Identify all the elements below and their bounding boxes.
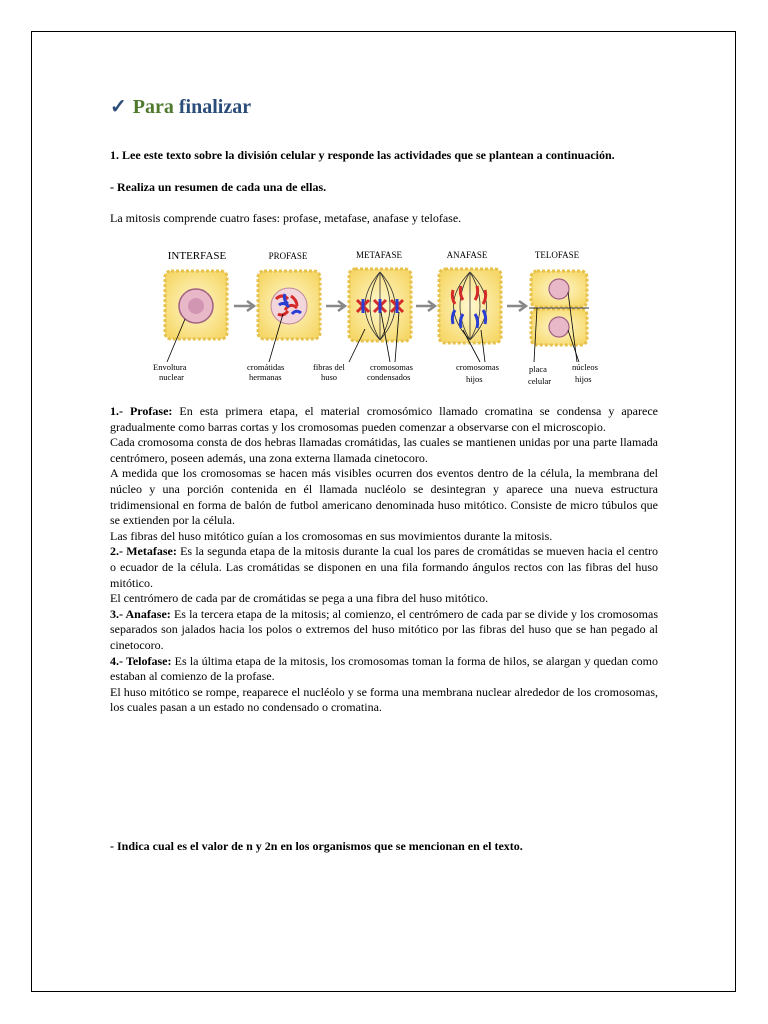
phase-label-anafase: ANAFASE: [446, 250, 488, 260]
phase-label-metafase: METAFASE: [355, 250, 403, 260]
arrow-icon: [416, 301, 435, 311]
label-fibras: fibras del: [313, 362, 345, 372]
label-placa: placa: [529, 364, 547, 374]
telofase-text: Es la última etapa de la mitosis, los cromosomas toman la forma de hilos, se alargan y quedan como estaban al comienzo de la profase.: [110, 653, 658, 684]
profase-paragraph-4: Las fibras del huso mitótico guían a los cromosomas en sus movimientos durante la mitosis.: [110, 528, 553, 543]
arrow-icon: [326, 301, 345, 311]
label-nucleos: núcleos: [572, 362, 598, 372]
question-1-subtask: - Realiza un resumen de cada una de ellas.: [110, 180, 327, 194]
label-cromosomas-cond: cromosomas: [370, 362, 413, 372]
metafase-title: 2.- Metafase:: [110, 544, 177, 559]
interfase-cell: [165, 271, 227, 339]
anafase-title: 3.- Anafase:: [110, 606, 171, 621]
page-title: [110, 94, 251, 119]
label-envoltura: Envoltura: [153, 362, 187, 372]
profase-title: 1.- Profase:: [110, 404, 173, 418]
metafase-cell: [349, 269, 411, 341]
label-hijos: hijos: [466, 374, 483, 384]
label-nuclear: nuclear: [159, 372, 185, 382]
label-celular: celular: [528, 376, 552, 386]
telofase-paragraph-2: El huso mitótico se rompe, reaparece el nucléolo y se forma una membrana nuclear alrededor de los cromosomas, los cuales pasan a un estado no condensado o cromatina.: [110, 684, 658, 715]
anafase-text: Es la tercera etapa de la mitosis; al comienzo, el centrómero de cada par se divide y los cromosomas separados son jalados hacia los polos o extremos del huso mitótico por las fibras del huso que se han pegado al cinetocoro.: [110, 606, 658, 652]
label-cromatidas: cromátidas: [247, 362, 285, 372]
telofase-cell: [529, 271, 589, 345]
label-condensados: condensados: [367, 372, 411, 382]
profase-cell: [258, 271, 320, 339]
profase-paragraph: [110, 404, 658, 435]
title-word-finalizar: finalizar: [178, 96, 252, 118]
title-word-para: Para: [132, 96, 174, 118]
intro-paragraph: La mitosis comprende cuatro fases: profase, metafase, anafase y telofase.: [110, 211, 462, 225]
label-nucleos-hijos: hijos: [575, 374, 592, 384]
arrow-icon: [234, 301, 254, 311]
phase-label-profase: PROFASE: [268, 251, 308, 261]
checkmark-icon: ✓: [110, 96, 127, 118]
phase-label-telofase: TELOFASE: [534, 250, 580, 260]
profase-paragraph-2: Cada cromosoma consta de dos hebras llamadas cromátidas, las cuales se mantienen unidas por una parte llamada centrómero, poseen además, una zona externa llamada cinetocoro.: [110, 435, 658, 465]
label-huso: huso: [321, 372, 338, 382]
profase-paragraph-3: A medida que los cromosomas se hacen más visibles ocurren dos eventos dentro de la célula, la membrana del núcleo y una porción contenida en él llamada nucléolo se desintegran y aparece una nueva estructura tridimensional en forma de balón de futbol americano denominada huso mitótico. Consiste de micro túbulos que se extienden por la célula.: [110, 466, 658, 528]
metafase-paragraph-2: El centrómero de cada par de cromátidas se pega a una fibra del huso mitótico.: [110, 591, 489, 606]
metafase-text: Es la segunda etapa de la mitosis durante la cual los pares de cromátidas se mueven hacia el centro o ecuador de la célula. Las cromátidas se disponen en una fila formando ángulos rectos con las fibras del huso mitótico.: [110, 544, 658, 590]
telofase-paragraph: [110, 654, 658, 685]
arrow-icon: [507, 301, 526, 311]
mitosis-diagram: [145, 244, 615, 394]
question-1: 1. Lee este texto sobre la división celular y responde las actividades que se plantean a continuación.: [110, 148, 615, 162]
label-hermanas: hermanas: [249, 372, 282, 382]
mitosis-summary-text: [110, 404, 658, 716]
anafase-cell: [439, 269, 501, 343]
diagram-labels: [153, 362, 598, 386]
metafase-paragraph: [110, 544, 658, 591]
question-2: - Indica cual es el valor de n y 2n en los organismos que se mencionan en el texto.: [110, 839, 523, 853]
profase-text: En esta primera etapa, el material cromosómico llamado cromatina se condensa y aparece gradualmente como barras cortas y los cromosomas pueden comenzar a observarse con el microscopio.: [110, 404, 658, 434]
telofase-title: 4.- Telofase:: [110, 653, 172, 668]
phase-label-interfase: INTERFASE: [167, 250, 227, 262]
anafase-paragraph: [110, 607, 658, 654]
label-cromosomas-hijos: cromosomas: [456, 362, 499, 372]
